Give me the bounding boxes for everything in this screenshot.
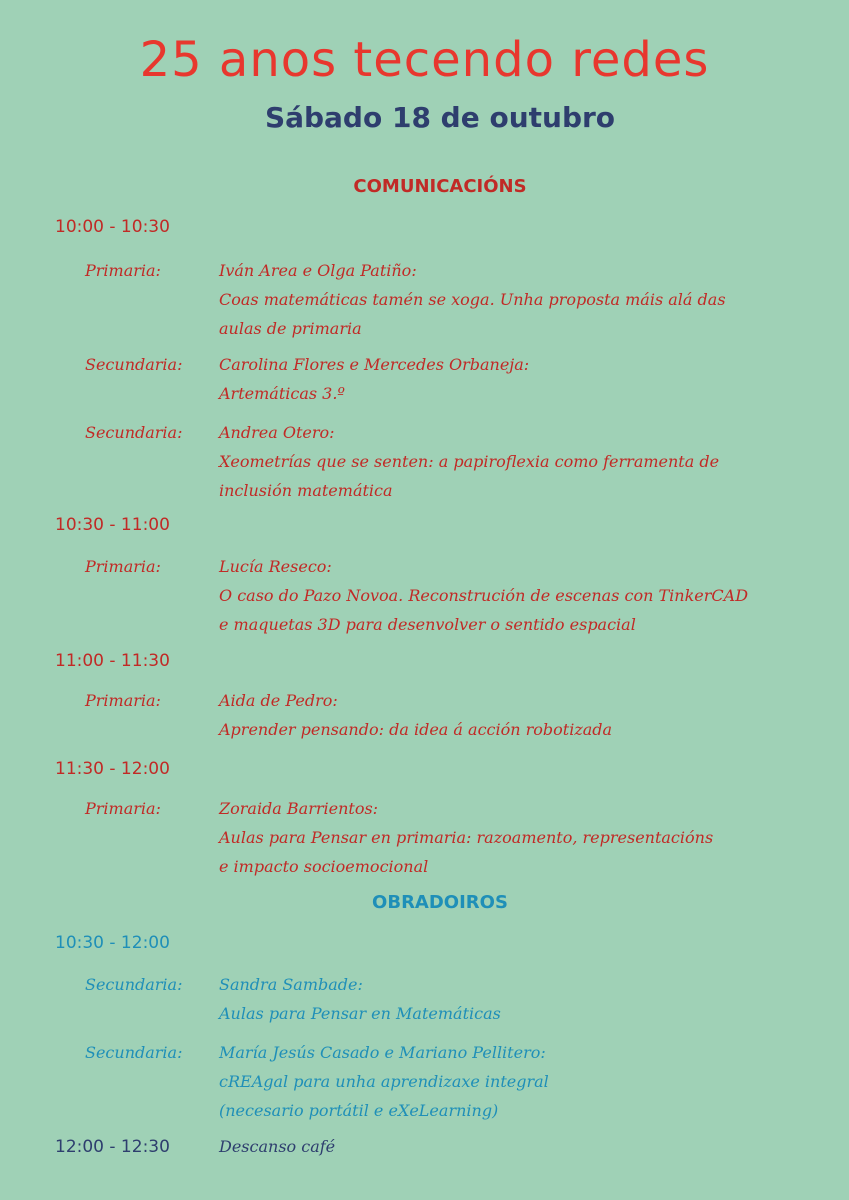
session-entry bbox=[219, 686, 819, 744]
session-title: e impacto socioemocional bbox=[219, 857, 429, 876]
break-label bbox=[219, 1132, 819, 1161]
session-title: inclusión matemática bbox=[219, 481, 393, 500]
level-label: Primaria: bbox=[85, 261, 161, 280]
time-slot-break: 12:00 - 12:30 bbox=[55, 1137, 170, 1157]
time-slot: 10:30 - 12:00 bbox=[55, 933, 170, 953]
time-slot: 11:30 - 12:00 bbox=[55, 759, 170, 779]
session-title: Coas matemáticas tamén se xoga. Unha proposta máis alá das bbox=[219, 290, 726, 309]
section-heading-comunicacions: COMUNICACIÓNS bbox=[353, 176, 527, 197]
session-authors: Sandra Sambade: bbox=[219, 975, 363, 994]
session-title: Xeometrías que se senten: a papiroflexia como ferramenta de bbox=[219, 452, 720, 471]
session-title: Aulas para Pensar en primaria: razoamento, representacións bbox=[219, 828, 714, 847]
session-entry bbox=[219, 350, 819, 408]
session-title: (necesario portátil e eXeLearning) bbox=[219, 1101, 499, 1120]
time-slot: 11:00 - 11:30 bbox=[55, 651, 170, 671]
session-title: Artemáticas 3.º bbox=[219, 384, 345, 403]
session-authors: Aida de Pedro: bbox=[219, 691, 338, 710]
session-authors: Andrea Otero: bbox=[219, 423, 335, 442]
session-title: O caso do Pazo Novoa. Reconstrución de escenas con TinkerCAD bbox=[219, 586, 749, 605]
session-entry bbox=[219, 970, 819, 1028]
session-entry bbox=[219, 418, 819, 505]
session-title: Aprender pensando: da idea á acción robotizada bbox=[219, 720, 613, 739]
level-label: Secundaria: bbox=[85, 423, 183, 442]
level-label: Secundaria: bbox=[85, 355, 183, 374]
session-title: aulas de primaria bbox=[219, 319, 362, 338]
session-title: Aulas para Pensar en Matemáticas bbox=[219, 1004, 501, 1023]
section-heading-obradoiros: OBRADOIROS bbox=[372, 892, 508, 913]
session-authors: Iván Area e Olga Patiño: bbox=[219, 261, 417, 280]
level-label: Secundaria: bbox=[85, 975, 183, 994]
session-authors: María Jesús Casado e Mariano Pellitero: bbox=[219, 1043, 546, 1062]
session-title: e maquetas 3D para desenvolver o sentido espacial bbox=[219, 615, 636, 634]
session-authors: Carolina Flores e Mercedes Orbaneja: bbox=[219, 355, 530, 374]
page-title: 25 anos tecendo redes bbox=[139, 32, 710, 88]
event-date: Sábado 18 de outubro bbox=[264, 101, 616, 134]
level-label: Primaria: bbox=[85, 799, 161, 818]
session-entry bbox=[219, 1038, 819, 1125]
session-entry bbox=[219, 552, 819, 639]
level-label: Primaria: bbox=[85, 557, 161, 576]
session-authors: Zoraida Barrientos: bbox=[219, 799, 379, 818]
level-label: Primaria: bbox=[85, 691, 161, 710]
session-authors: Lucía Reseco: bbox=[219, 557, 332, 576]
time-slot: 10:00 - 10:30 bbox=[55, 217, 170, 237]
break-text: Descanso café bbox=[219, 1137, 336, 1156]
session-entry bbox=[219, 256, 819, 343]
time-slot: 10:30 - 11:00 bbox=[55, 515, 170, 535]
session-title: cREAgal para unha aprendizaxe integral bbox=[219, 1072, 549, 1091]
session-entry bbox=[219, 794, 819, 881]
level-label: Secundaria: bbox=[85, 1043, 183, 1062]
